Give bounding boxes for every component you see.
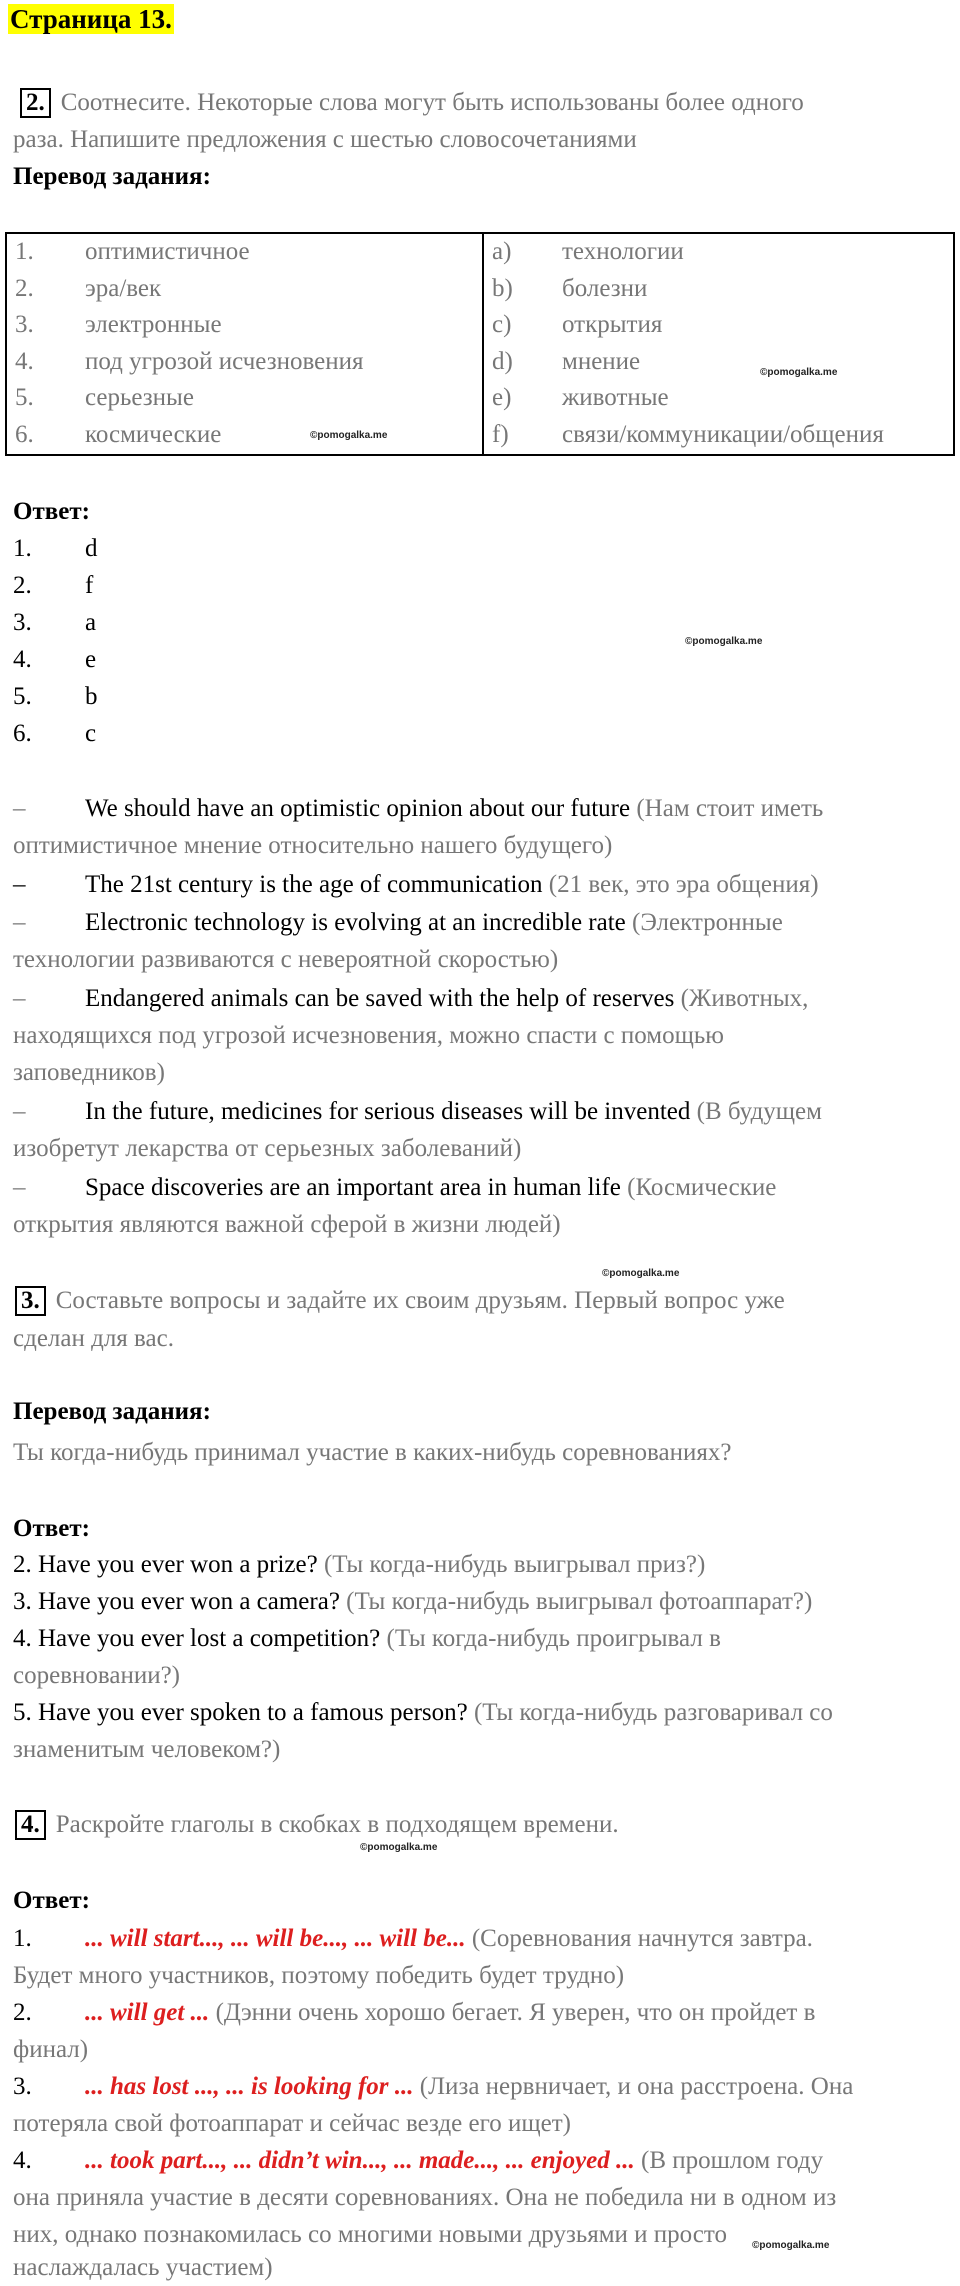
task3-translation: Ты когда-нибудь принимал участие в каких-нибудь соревнованиях? [13, 1439, 732, 1466]
task4-instruction-text: Раскройте глаголы в скобках в подходящем времени. [55, 1811, 619, 1838]
answer-item: 2. f [13, 572, 94, 599]
sentence-4-cont2: заповедников) [13, 1059, 165, 1086]
task4-instruction [15, 1806, 619, 1843]
sentence-3-cont: технологии развиваются с невероятной скоростью) [13, 946, 559, 973]
task4-answer-cont: она приняла участие в десяти соревнованиях. Она не победила ни в одном из [13, 2184, 837, 2211]
task3-answer: 4. Have you ever lost a competition? (Ты когда-нибудь проигрывал в [13, 1625, 721, 1652]
task2-answer-heading: Ответ: [13, 498, 90, 525]
watermark: ©pomogalka.me [310, 430, 388, 441]
task4-number: 4. [15, 1810, 46, 1840]
watermark: ©pomogalka.me [602, 1268, 680, 1279]
matching-table [5, 232, 955, 456]
task2-instruction [20, 84, 804, 121]
right-item: f) связи/коммуникации/общения [492, 420, 884, 448]
task3-instruction-line1: Составьте вопросы и задайте их своим друзьям. Первый вопрос уже [55, 1287, 785, 1314]
task4-answer: 2. ... will get ... (Дэнни очень хорошо бегает. Я уверен, что он пройдет в [13, 1999, 816, 2026]
task4-answer-cont: них, однако познакомилась со многими новыми друзьями и просто [13, 2221, 728, 2248]
sentence-2: – The 21st century is the age of communication (21 век, это эра общения) [13, 871, 819, 898]
sentence-5-cont: изобретут лекарства от серьезных заболеваний) [13, 1135, 522, 1162]
answer-item: 1. d [13, 535, 98, 562]
page-title [8, 4, 174, 35]
right-item: c) открытия [492, 311, 663, 339]
task4-answer-heading: Ответ: [13, 1887, 90, 1914]
left-item: 4. под угрозой исчезновения [15, 347, 364, 375]
task4-answer: 1. ... will start..., ... will be..., ... will be... (Соревнования начнутся завтра. [13, 1925, 813, 1952]
sentence-6: – Space discoveries are an important area in human life (Космические [13, 1174, 777, 1201]
watermark: ©pomogalka.me [685, 636, 763, 647]
task4-answer-cont: потеряла свой фотоаппарат и сейчас везде его ищет) [13, 2110, 571, 2137]
task2-instruction-line2: раза. Напишите предложения с шестью словосочетаниями [13, 126, 637, 153]
page-label: Страница 13. [10, 4, 172, 34]
task4-answer: 3. ... has lost ..., ... is looking for ... (Лиза нервничает, и она расстроена. Она [13, 2073, 854, 2100]
sentence-1: – We should have an optimistic opinion about our future (Нам стоит иметь [13, 795, 824, 822]
sentence-5: – In the future, medicines for serious diseases will be invented (В будущем [13, 1098, 822, 1125]
task2-translation-heading: Перевод задания: [13, 163, 211, 190]
answer-item: 5. b [13, 683, 98, 710]
right-column [483, 233, 954, 455]
task3-answer-cont: знаменитым человеком?) [13, 1736, 281, 1763]
sentence-4-cont: находящихся под угрозой исчезновения, можно спасти с помощью [13, 1022, 724, 1049]
right-item: d) мнение [492, 347, 641, 375]
watermark: ©pomogalka.me [360, 1842, 438, 1853]
left-item: 6. космические [15, 420, 222, 448]
sentence-3: – Electronic technology is evolving at an incredible rate (Электронные [13, 909, 783, 936]
task3-answer: 3. Have you ever won a camera? (Ты когда-нибудь выигрывал фотоаппарат?) [13, 1588, 813, 1615]
sentence-6-cont: открытия являются важной сферой в жизни людей) [13, 1211, 561, 1238]
right-item: a) технологии [492, 238, 684, 265]
sentence-1-cont: оптимистичное мнение относительно нашего будущего) [13, 832, 613, 859]
task4-answer-cont: Будет много участников, поэтому победить будет трудно) [13, 1962, 625, 1989]
task2-instruction-line1: Соотнесите. Некоторые слова могут быть использованы более одного [60, 89, 804, 116]
watermark: ©pomogalka.me [752, 2240, 830, 2251]
task3-answer-cont: соревновании?) [13, 1662, 181, 1689]
task3-answer-heading: Ответ: [13, 1515, 90, 1542]
task3-answer: 2. Have you ever won a prize? (Ты когда-нибудь выигрывал приз?) [13, 1551, 706, 1578]
task3-translation-heading: Перевод задания: [13, 1398, 211, 1425]
answer-item: 6. c [13, 720, 97, 747]
right-item: e) животные [492, 384, 669, 412]
task4-answer-cont: наслаждалась участием) [13, 2254, 273, 2281]
task2-number: 2. [20, 88, 51, 118]
task4-answer-cont: финал) [13, 2036, 89, 2063]
task3-instruction [15, 1282, 785, 1319]
sentence-4: – Endangered animals can be saved with the help of reserves (Животных, [13, 985, 809, 1012]
left-column [6, 233, 483, 455]
right-item: b) болезни [492, 274, 648, 302]
task3-answer: 5. Have you ever spoken to a famous person? (Ты когда-нибудь разговаривал со [13, 1699, 833, 1726]
answer-item: 4. e [13, 646, 97, 673]
left-item: 3. электронные [15, 311, 222, 339]
left-item: 2. эра/век [15, 274, 162, 302]
task4-answer: 4. ... took part..., ... didn’t win..., ... made..., ... enjoyed ... (В прошлом году [13, 2147, 824, 2174]
task3-number: 3. [15, 1286, 46, 1316]
watermark: ©pomogalka.me [760, 367, 838, 378]
task3-instruction-line2: сделан для вас. [13, 1325, 174, 1352]
answer-item: 3. a [13, 609, 97, 636]
left-item: 5. серьезные [15, 384, 194, 412]
left-item: 1. оптимистичное [15, 238, 250, 265]
